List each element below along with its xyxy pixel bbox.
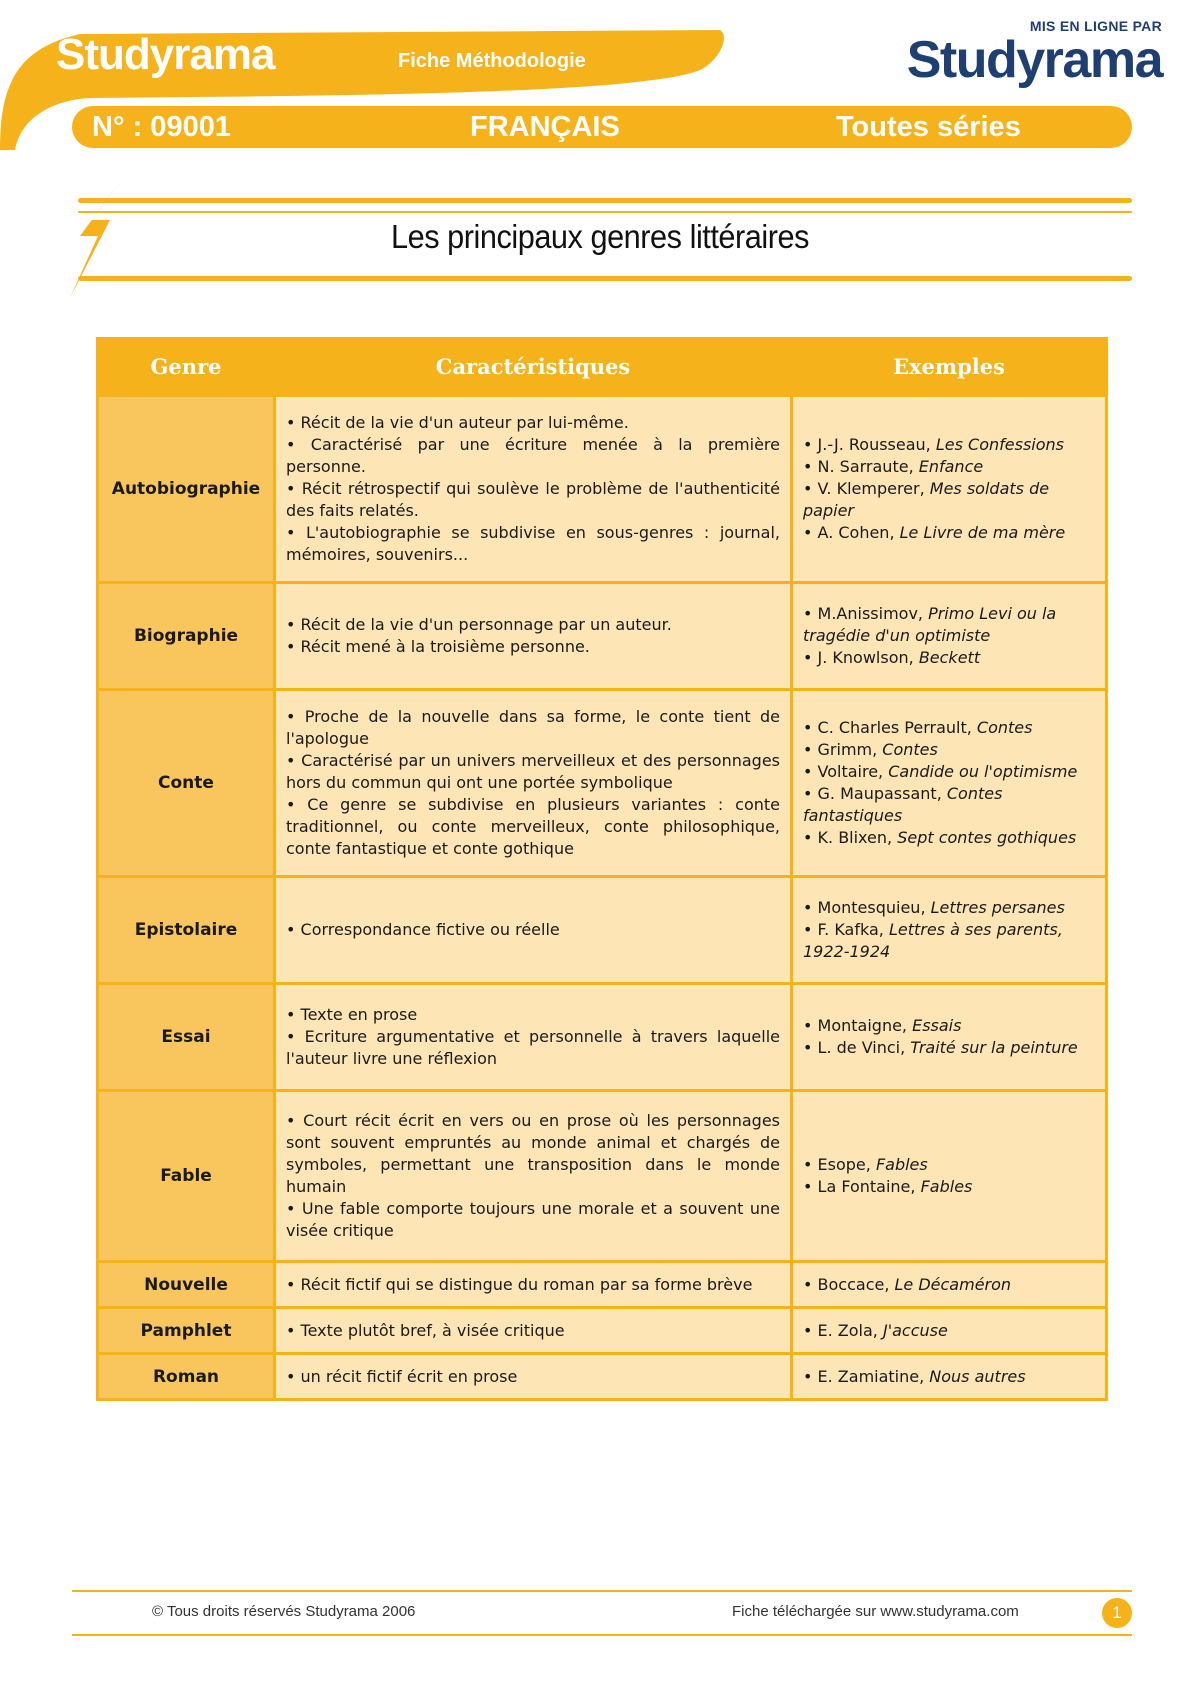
example-work: Fables	[920, 1177, 973, 1196]
table-row	[98, 877, 1107, 984]
example-item	[803, 761, 1095, 783]
example-work: Les Confessions	[935, 435, 1064, 454]
example-author: • E. Zamiatine,	[803, 1366, 930, 1386]
genre-cell: Conte	[98, 690, 275, 877]
characteristics-cell	[275, 984, 792, 1091]
example-work: Lettres à ses parents, 1922-1924	[803, 920, 1063, 961]
characteristics-cell	[275, 583, 792, 690]
table-row	[98, 1354, 1107, 1400]
example-author: • Voltaire,	[803, 762, 889, 781]
example-item	[803, 1274, 1095, 1296]
table-header-row	[98, 339, 1107, 396]
page-number: 1	[1102, 1598, 1132, 1628]
example-work: J'accuse	[882, 1320, 948, 1340]
example-work: Le Livre de ma mère	[899, 523, 1066, 542]
genre-cell: Epistolaire	[98, 877, 275, 984]
example-item	[803, 456, 1095, 478]
examples-cell	[792, 690, 1107, 877]
examples-cell	[792, 396, 1107, 583]
page-title: Les principaux genres littéraires	[391, 218, 809, 255]
genre-cell: Autobiographie	[98, 396, 275, 583]
studyrama-logo: Studyrama	[56, 30, 275, 79]
example-work: Primo Levi ou la tragédie d'un optimiste	[803, 604, 1057, 645]
studyrama-logo-right: Studyrama	[906, 31, 1162, 89]
example-item	[803, 717, 1095, 739]
example-author: • F. Kafka,	[803, 920, 889, 939]
genre-cell: Essai	[98, 984, 275, 1091]
characteristic-item: • Une fable comporte toujours une morale et a souvent une visée critique	[286, 1199, 780, 1240]
characteristic-item: • Récit fictif qui se distingue du roman par sa forme brève	[286, 1274, 753, 1294]
example-work: Contes fantastiques	[803, 784, 1003, 825]
genre-cell: Biographie	[98, 583, 275, 690]
example-author: • Esope,	[803, 1155, 876, 1174]
table-row	[98, 1308, 1107, 1354]
examples-cell	[792, 583, 1107, 690]
characteristics-cell	[275, 1354, 792, 1400]
example-work: Beckett	[918, 648, 981, 667]
characteristic-item: • Récit mené à la troisième personne.	[286, 637, 590, 656]
genre-cell: Fable	[98, 1091, 275, 1262]
example-item	[803, 647, 1095, 669]
example-work: Nous autres	[929, 1366, 1026, 1386]
example-work: Candide ou l'optimisme	[888, 762, 1078, 781]
characteristic-item: • un récit fictif écrit en prose	[286, 1366, 518, 1386]
example-item	[803, 897, 1095, 919]
table-row	[98, 1091, 1107, 1262]
example-author: • J. Knowlson,	[803, 648, 919, 667]
title-rule-top	[78, 198, 1132, 203]
example-item	[803, 1366, 1095, 1388]
characteristic-item: • Court récit écrit en vers ou en prose où les personnages sont souvent empruntés au monde animal et chargés de symboles, permettant une transposition dans le monde humain	[286, 1111, 780, 1196]
examples-cell	[792, 877, 1107, 984]
title-rule-top-thin	[78, 211, 1132, 213]
characteristic-item: • Récit rétrospectif qui soulève le problème de l'authenticité des faits relatés.	[286, 479, 780, 520]
example-item	[803, 739, 1095, 761]
table-row	[98, 1262, 1107, 1308]
characteristic-item: • Proche de la nouvelle dans sa forme, le conte tient de l'apologue	[286, 707, 780, 748]
example-item	[803, 827, 1095, 849]
example-item	[803, 919, 1095, 963]
example-author: • Montaigne,	[803, 1016, 913, 1035]
column-header-characteristics: Caractéristiques	[275, 339, 792, 396]
example-author: • A. Cohen,	[803, 523, 900, 542]
example-author: • V. Klemperer,	[803, 479, 930, 498]
example-work: Contes	[882, 740, 938, 759]
example-item	[803, 1154, 1095, 1176]
example-author: • Grimm,	[803, 740, 883, 759]
example-work: Sept contes gothiques	[897, 828, 1077, 847]
genre-cell: Pamphlet	[98, 1308, 275, 1354]
table-row	[98, 583, 1107, 690]
characteristics-cell	[275, 396, 792, 583]
example-author: • C. Charles Perrault,	[803, 718, 977, 737]
genre-cell: Nouvelle	[98, 1262, 275, 1308]
example-author: • E. Zola,	[803, 1320, 883, 1340]
characteristic-item: • Caractérisé par un univers merveilleux et des personnages hors du commun qui ont une portée symbolique	[286, 751, 780, 792]
example-author: • N. Sarraute,	[803, 457, 919, 476]
example-item	[803, 1015, 1095, 1037]
example-work: Enfance	[918, 457, 984, 476]
characteristics-cell	[275, 877, 792, 984]
example-item	[803, 603, 1095, 647]
example-item	[803, 1176, 1095, 1198]
example-item	[803, 1320, 1095, 1342]
title-rule-bottom	[78, 276, 1132, 281]
characteristics-cell	[275, 1308, 792, 1354]
footer-rule-bottom	[72, 1634, 1132, 1636]
table-row	[98, 396, 1107, 583]
table-row	[98, 690, 1107, 877]
example-item	[803, 1037, 1095, 1059]
online-label: MIS EN LIGNE PAR	[1029, 18, 1162, 34]
subject-label: FRANÇAIS	[470, 111, 620, 143]
example-work: Lettres persanes	[930, 898, 1065, 917]
example-work: Contes	[976, 718, 1033, 737]
example-author: • G. Maupassant,	[803, 784, 947, 803]
characteristics-cell	[275, 1262, 792, 1308]
characteristic-item: • Ecriture argumentative et personnelle à travers laquelle l'auteur livre une réflexion	[286, 1027, 780, 1068]
genres-table	[96, 337, 1108, 1401]
footer-rule-top	[72, 1590, 1132, 1592]
example-work: Fables	[875, 1155, 928, 1174]
characteristic-item: • Texte plutôt bref, à visée critique	[286, 1320, 565, 1340]
genre-cell: Roman	[98, 1354, 275, 1400]
download-source: Fiche téléchargée sur www.studyrama.com	[732, 1603, 1019, 1620]
fiche-info-bar	[72, 106, 1132, 148]
example-item	[803, 434, 1095, 456]
example-author: • La Fontaine,	[803, 1177, 921, 1196]
characteristic-item: • Correspondance fictive ou réelle	[286, 920, 560, 939]
characteristic-item: • Récit de la vie d'un auteur par lui-même.	[286, 413, 629, 432]
example-item	[803, 522, 1095, 544]
characteristic-item: • L'autobiographie se subdivise en sous-genres : journal, mémoires, souvenirs...	[286, 523, 780, 564]
example-work: Traité sur la peinture	[910, 1038, 1078, 1057]
examples-cell	[792, 1262, 1107, 1308]
series-label: Toutes séries	[836, 111, 1021, 143]
examples-cell	[792, 1308, 1107, 1354]
example-item	[803, 478, 1095, 522]
characteristic-item: • Ce genre se subdivise en plusieurs variantes : conte traditionnel, ou conte merveilleux, conte philosophique, conte fantastique et conte gothique	[286, 795, 780, 858]
table-row	[98, 984, 1107, 1091]
characteristic-item: • Récit de la vie d'un personnage par un auteur.	[286, 615, 672, 634]
copyright-text: © Tous droits réservés Studyrama 2006	[152, 1603, 416, 1620]
example-author: • Boccace,	[803, 1274, 895, 1294]
example-author: • Montesquieu,	[803, 898, 931, 917]
example-author: • K. Blixen,	[803, 828, 898, 847]
characteristics-cell	[275, 1091, 792, 1262]
examples-cell	[792, 984, 1107, 1091]
characteristic-item: • Texte en prose	[286, 1005, 418, 1024]
example-author: • M.Anissimov,	[803, 604, 929, 623]
header-subtitle: Fiche Méthodologie	[398, 50, 586, 72]
characteristics-cell	[275, 690, 792, 877]
example-item	[803, 783, 1095, 827]
column-header-genre: Genre	[98, 339, 275, 396]
examples-cell	[792, 1354, 1107, 1400]
column-header-examples: Exemples	[792, 339, 1107, 396]
fiche-number: N° : 09001	[92, 111, 231, 143]
example-work: Mes soldats de papier	[803, 479, 1050, 520]
example-author: • J.-J. Rousseau,	[803, 435, 936, 454]
example-author: • L. de Vinci,	[803, 1038, 911, 1057]
examples-cell	[792, 1091, 1107, 1262]
example-work: Essais	[912, 1016, 962, 1035]
characteristic-item: • Caractérisé par une écriture menée à la première personne.	[286, 435, 780, 476]
example-work: Le Décaméron	[894, 1274, 1012, 1294]
